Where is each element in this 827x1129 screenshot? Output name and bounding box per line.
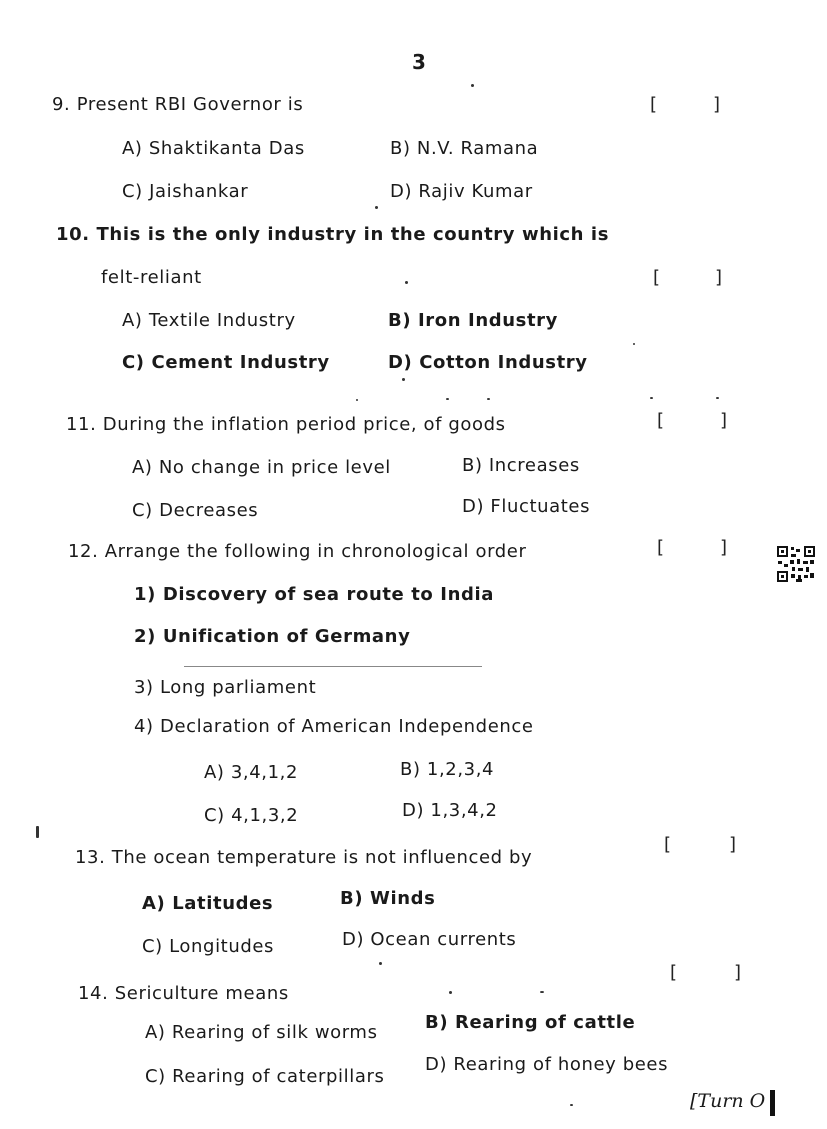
q10-option-b: B) Iron Industry	[388, 310, 558, 331]
question-13-stem: 13. The ocean temperature is not influenced by	[75, 847, 533, 868]
scan-speck	[402, 378, 405, 381]
scan-speck	[356, 399, 358, 401]
q11-option-c: C) Decreases	[132, 500, 259, 521]
q10-option-d: D) Cotton Industry	[388, 352, 588, 373]
question-12-stem: 12. Arrange the following in chronological order	[68, 541, 527, 562]
q9-option-a: A) Shaktikanta Das	[122, 138, 305, 159]
question-10-stem: 10. This is the only industry in the country which is	[56, 224, 610, 245]
q13-option-d: D) Ocean currents	[342, 929, 517, 950]
q14-option-c: C) Rearing of caterpillars	[145, 1066, 385, 1087]
question-9-stem: 9. Present RBI Governor is	[52, 94, 304, 115]
question-11-stem: 11. During the inflation period price, of goods	[66, 414, 506, 435]
page-number: 3	[412, 50, 426, 74]
scan-mark	[770, 1090, 775, 1116]
answer-bracket-open: [	[657, 410, 665, 431]
answer-bracket-close: ]	[720, 537, 728, 558]
q11-option-b: B) Increases	[462, 455, 580, 476]
q12-item-4: 4) Declaration of American Independence	[134, 716, 534, 737]
q14-option-a: A) Rearing of silk worms	[145, 1022, 378, 1043]
scan-speck	[375, 206, 378, 209]
question-10-stem-continued: felt-reliant	[101, 267, 202, 288]
q13-option-b: B) Winds	[340, 888, 436, 909]
answer-bracket-open: [	[670, 962, 678, 983]
answer-bracket-open: [	[653, 267, 661, 288]
q12-option-b: B) 1,2,3,4	[400, 759, 495, 780]
q11-option-a: A) No change in price level	[132, 457, 391, 478]
scan-speck	[446, 398, 449, 400]
scan-speck	[405, 281, 408, 284]
qr-code-icon	[776, 545, 816, 583]
answer-bracket-close: ]	[729, 834, 737, 855]
divider-line	[184, 666, 482, 667]
q12-item-2: 2) Unification of Germany	[134, 626, 411, 647]
answer-bracket-close: ]	[713, 94, 721, 115]
q14-option-d: D) Rearing of honey bees	[425, 1054, 669, 1075]
answer-bracket-open: [	[650, 94, 658, 115]
scan-speck	[36, 826, 39, 838]
q13-option-c: C) Longitudes	[142, 936, 275, 957]
q14-option-b: B) Rearing of cattle	[425, 1012, 636, 1033]
q9-option-d: D) Rajiv Kumar	[390, 181, 533, 202]
q10-option-a: A) Textile Industry	[122, 310, 296, 331]
q13-option-a: A) Latitudes	[142, 893, 274, 914]
scan-speck	[716, 397, 719, 399]
answer-bracket-open: [	[664, 834, 672, 855]
scan-speck	[650, 397, 653, 399]
q12-option-c: C) 4,1,3,2	[204, 805, 299, 826]
scan-speck	[633, 343, 635, 345]
scan-speck	[540, 991, 544, 993]
question-14-stem: 14. Sericulture means	[78, 983, 289, 1004]
q12-option-a: A) 3,4,1,2	[204, 762, 299, 783]
scan-speck	[471, 84, 474, 87]
q9-option-c: C) Jaishankar	[122, 181, 249, 202]
q12-item-3: 3) Long parliament	[134, 677, 317, 698]
q9-option-b: B) N.V. Ramana	[390, 138, 539, 159]
turn-over-note: [Turn O	[690, 1090, 766, 1112]
scan-speck	[487, 398, 490, 400]
scan-speck	[449, 991, 452, 994]
q10-option-c: C) Cement Industry	[122, 352, 330, 373]
answer-bracket-open: [	[657, 537, 665, 558]
answer-bracket-close: ]	[734, 962, 742, 983]
q11-option-d: D) Fluctuates	[462, 496, 591, 517]
scan-speck	[379, 962, 382, 965]
answer-bracket-close: ]	[720, 410, 728, 431]
q12-option-d: D) 1,3,4,2	[402, 800, 498, 821]
answer-bracket-close: ]	[715, 267, 723, 288]
q12-item-1: 1) Discovery of sea route to India	[134, 584, 494, 605]
scan-speck	[570, 1104, 573, 1106]
